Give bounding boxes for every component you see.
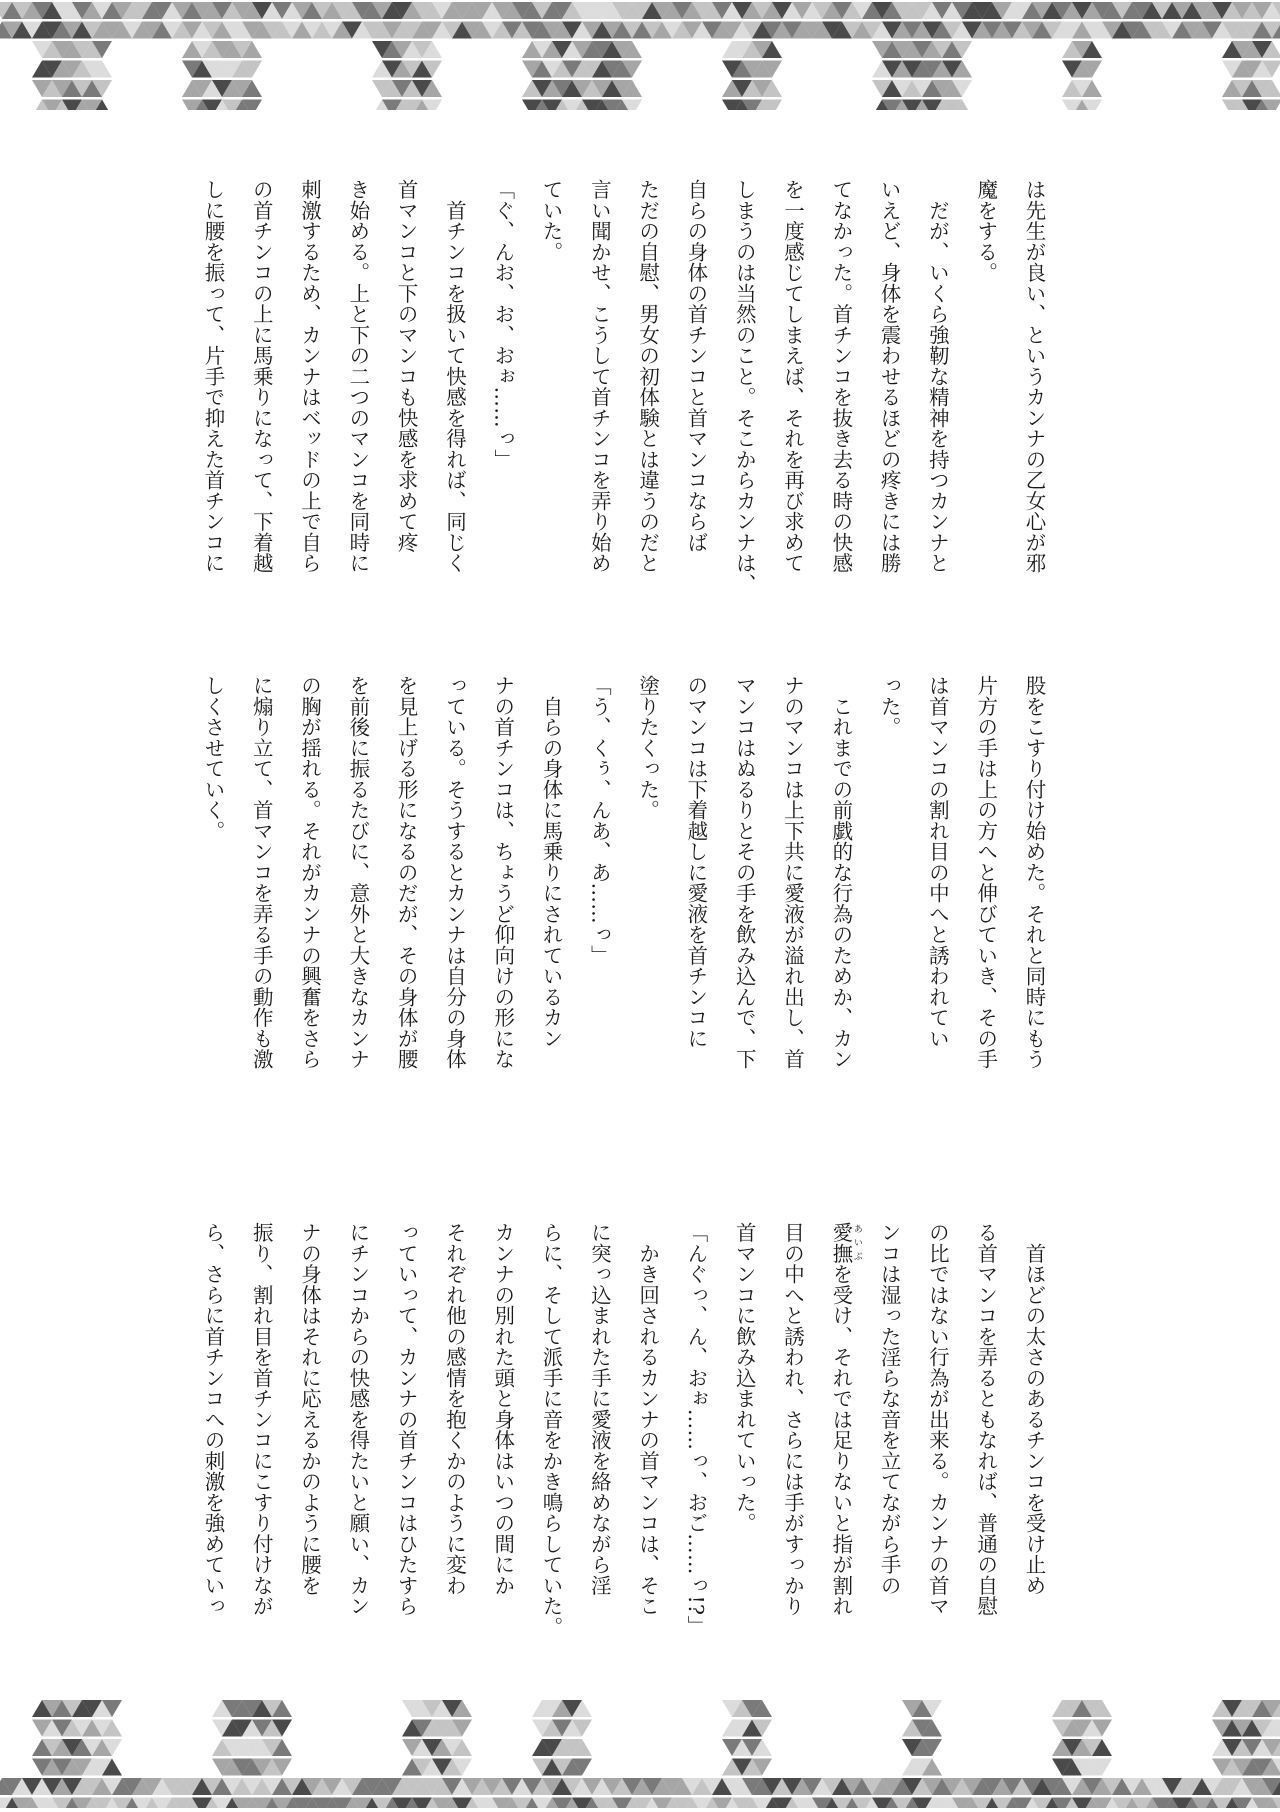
text-line: 股をこすり付け始めた。それと同時にもう <box>1022 675 1046 1070</box>
text-line: らに、そして派手に音をかき鳴らしていた。 <box>539 1222 564 1637</box>
text-line: 刺激するため、カンナはベッドの上で自ら <box>297 179 322 574</box>
text-line: ナのマンコは上下共に愛液が溢れ出し、首 <box>780 675 805 1070</box>
text-line <box>817 1222 865 1662</box>
text-line: 魔をする。 <box>973 179 998 283</box>
text-line: 首マンコと下のマンコも快感を求めて疼 <box>394 179 419 553</box>
ruby-text: あいぶ <box>851 1222 862 1264</box>
text-line: に突っ込まれた手に愛液を絡めながら淫 <box>587 1222 612 1596</box>
text-line: 自らの身体の首チンコと首マンコならば <box>683 179 708 553</box>
text-line: マンコはぬるりとその手を飲み込んで、下 <box>732 675 757 1070</box>
text-line: を見上げる形になるのだが、その身体が腰 <box>394 675 419 1070</box>
text-block-3 <box>188 1222 1058 1662</box>
text-line: しくさせていく。 <box>200 675 225 841</box>
text-line: っていって、カンナの首チンコはひたすら <box>394 1222 419 1617</box>
text-line: のマンコは下着越しに愛液を首チンコに <box>683 675 708 1049</box>
text-line: き始める。上と下の二つのマンコを同時に <box>345 179 370 574</box>
text-line: ら、さらに首チンコへの刺激を強めていっ <box>200 1222 225 1617</box>
text-line: 「う、くぅ、んあ、あ……っ」 <box>587 675 612 966</box>
text-line: っている。そうするとカンナは自分の身体 <box>442 675 467 1070</box>
text-line: だが、いくら強靭な精神を持つカンナと <box>925 179 950 574</box>
text-line: 言い聞かせ、こうして首チンコを弄り始め <box>587 179 612 574</box>
text-line: ただの自慰、男女の初体験とは違うのだと <box>635 179 660 574</box>
ruby-annotation <box>828 1222 862 1264</box>
text-line: てなかった。首チンコを抜き去る時の快感 <box>828 179 853 574</box>
triangle-pattern <box>0 1698 1280 1808</box>
ruby-base: 愛撫 <box>828 1222 853 1264</box>
text-line: 「んぐっ、ん、おぉ……っ、おご……っ!?」 <box>683 1222 708 1636</box>
text-line: それぞれ他の感情を抱くかのように変わ <box>442 1222 467 1596</box>
text-line: ナの身体はそれに応えるかのように腰を <box>297 1222 322 1596</box>
text-line: ていた。 <box>539 179 564 262</box>
triangle-pattern-header <box>0 0 1280 110</box>
text-block-2 <box>188 675 1058 1115</box>
text-line: った。 <box>877 675 902 738</box>
text-line: を一度感じてしまえば、それを再び求めて <box>780 179 805 574</box>
text-line: を前後に振るたびに、意外と大きなカンナ <box>345 675 370 1070</box>
triangle-pattern-footer <box>0 1698 1280 1808</box>
text-line: の首チンコの上に馬乗りになって、下着越 <box>249 179 274 574</box>
text-line: カンナの別れた頭と身体はいつの間にか <box>490 1222 515 1596</box>
text-line: 首ほどの太さのあるチンコを受け止め <box>1022 1222 1046 1596</box>
text-line: の胸が揺れる。それがカンナの興奮をさら <box>297 675 322 1070</box>
text-line: いえど、身体を震わせるほどの疼きには勝 <box>877 179 902 574</box>
text-line: 「ぐ、んお、お、おぉ……っ」 <box>490 179 515 470</box>
text-line: 自らの身体に馬乗りにされているカン <box>539 675 564 1049</box>
text-line: 首チンコを扱いて快感を得れば、同じく <box>442 179 467 574</box>
text-line: 塗りたくった。 <box>635 675 660 821</box>
text-line: 目の中へと誘われ、さらには手がすっかり <box>780 1222 805 1617</box>
line-rest: を受け、それでは足りないと指が割れ <box>828 1263 853 1617</box>
text-line: にチンコからの快感を得たいと願い、カン <box>345 1222 370 1617</box>
text-line: しまうのは当然のこと。そこからカンナは、 <box>732 179 757 594</box>
text-line: しに腰を振って、片手で抑えた首チンコに <box>200 179 225 574</box>
triangle-pattern <box>0 0 1280 110</box>
text-line: に煽り立て、首マンコを弄る手の動作も激 <box>249 675 274 1070</box>
text-block-1 <box>188 179 1058 619</box>
text-line: ナの首チンコは、ちょうど仰向けの形にな <box>490 675 515 1070</box>
text-line: 首マンコに飲み込まれていった。 <box>732 1222 757 1534</box>
text-line: かき回されるカンナの首マンコは、そこ <box>635 1222 660 1617</box>
text-line: ンコは湿った淫らな音を立てながら手の <box>877 1222 902 1596</box>
text-line: は先生が良い、というカンナの乙女心が邪 <box>1022 179 1046 574</box>
text-line: 片方の手は上の方へと伸びていき、その手 <box>973 675 998 1070</box>
text-line: は首マンコの割れ目の中へと誘われてい <box>925 675 950 1049</box>
text-line: これまでの前戯的な行為のためか、カン <box>828 675 853 1070</box>
text-line: の比ではない行為が出来る。カンナの首マ <box>925 1222 950 1617</box>
text-line: る首マンコを弄るともなれば、普通の自慰 <box>973 1222 998 1617</box>
text-line: 振り、割れ目を首チンコにこすり付けなが <box>249 1222 274 1617</box>
